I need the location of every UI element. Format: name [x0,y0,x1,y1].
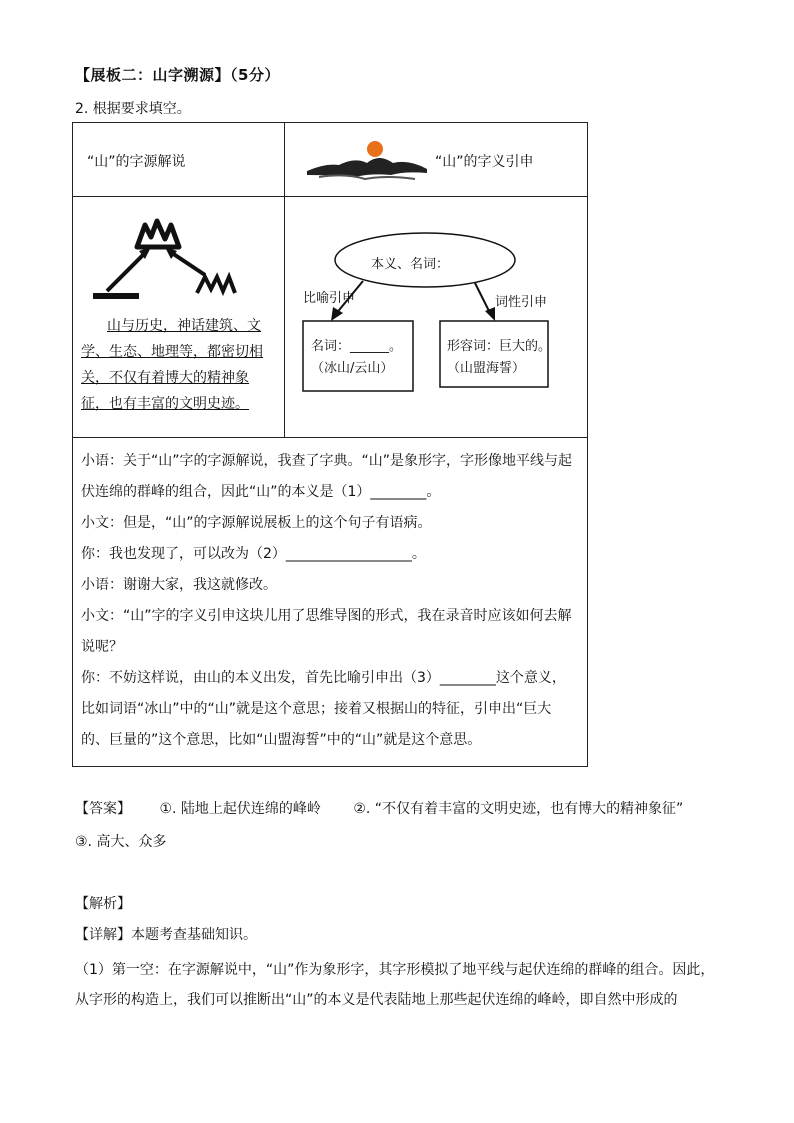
mountain-sun-icon [305,137,430,187]
question-prompt: 2. 根据要求填空。 [75,101,191,117]
answer-label: 【答案】 [75,801,131,817]
mindmap-cell [285,197,588,438]
branch-left-label: 比喻引申 [303,291,356,306]
dialogue [73,438,587,766]
dialogue-line: 你：不妨这样说，由山的本义出发，首先比喻引申出（3）________这个意义，比如词语“冰山”中的“山”就是这个意思；接着又根据山的特征，引申出“巨大的、巨量的”这个意思，比如“山盟海誓”中的“山”就是这个意思。 [81,670,566,748]
box-right-line2: （山盟海誓） [447,361,526,376]
etymology-text: 山与历史，神话建筑、文学、生态、地理等，都密切相关，不仅有着博大的精神象征，也有丰富的文明史迹。 [81,318,263,412]
dialogue-line: 小文：但是，“山”的字源解说展板上的这个句子有语病。 [81,515,432,531]
mindmap-center-label: 本义、名词： [371,257,450,272]
question-table [72,122,588,767]
header-right-label: “山”的字义引申 [435,154,534,170]
dialogue-line: 你：我也发现了，可以改为（2）__________________。 [81,546,426,562]
analysis-label: 【解析】 [75,896,131,912]
mindmap-diagram [285,197,585,437]
dialogue-cell [73,438,588,767]
analysis-detail: 【详解】本题考查基础知识。 [75,927,257,943]
ancient-shan-glyph-icon [87,213,237,303]
box-right-line1: 形容词：巨大的。 [447,339,552,354]
answer-item-3: ③. 高大、众多 [75,834,167,850]
answer-line [75,798,683,818]
box-left-line1: 名词：______。 [311,339,403,354]
header-cell-right [285,123,588,197]
box-left-line2: （冰山/云山） [311,361,394,376]
dialogue-line: 小语：关于“山”字的字源解说，我查了字典。“山”是象形字，字形像地平线与起伏连绵的群峰的组合，因此“山”的本义是（1）________。 [81,453,573,500]
dialogue-line: 小文：“山”字的字义引申这块儿用了思维导图的形式，我在录音时应该如何去解说呢？ [81,608,572,655]
header-left-label: “山”的字源解说 [87,154,186,170]
analysis-text: （1）第一空：在字源解说中，“山”作为象形字，其字形模拟了地平线与起伏连绵的群峰的组合。因此，从字形的构造上，我们可以推断出“山”的本义是代表陆地上那些起伏连绵的峰岭，即自然中形成的 [75,962,715,1008]
etymology-cell [73,197,285,438]
header-cell-left [73,123,285,197]
answer-item-2: ②. “不仅有着丰富的文明史迹，也有博大的精神象征” [353,801,684,817]
dialogue-line: 小语：谢谢大家，我这就修改。 [81,577,277,593]
section-title: 【展板二：山字溯源】（5分） [75,66,280,84]
answer-item-1: ①. 陆地上起伏连绵的峰岭 [159,801,321,817]
branch-right-label: 词性引申 [495,295,548,310]
